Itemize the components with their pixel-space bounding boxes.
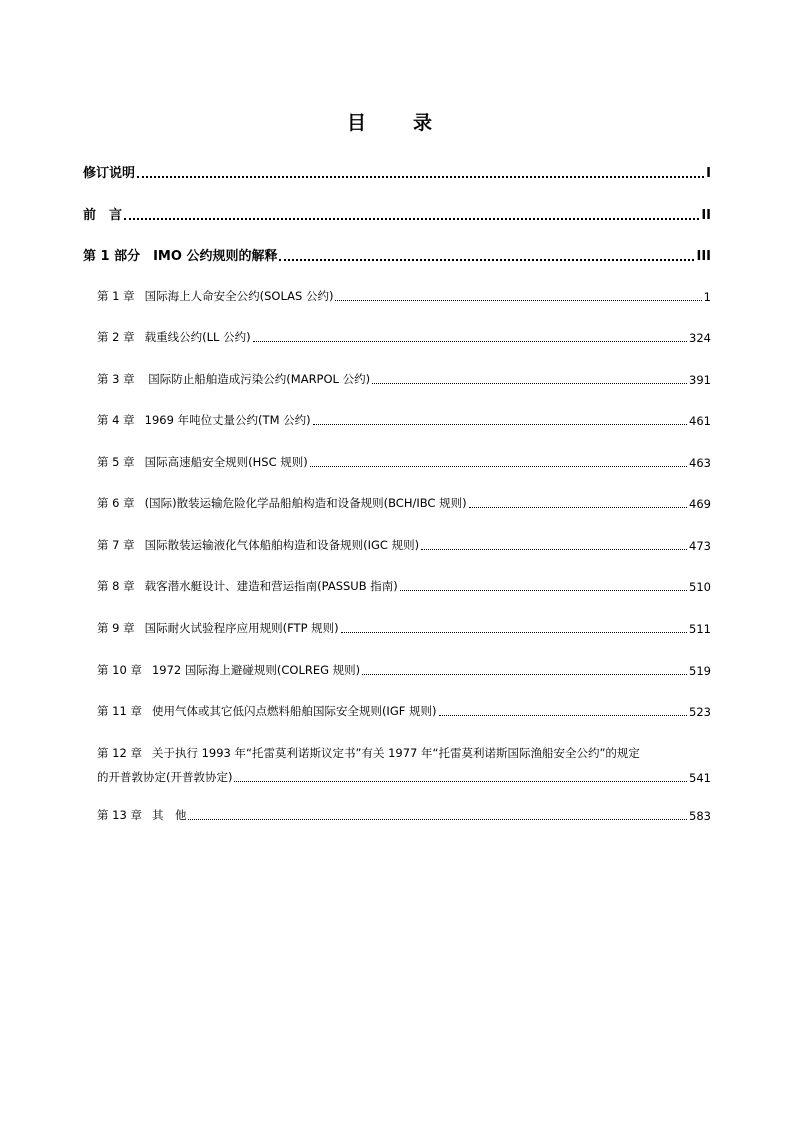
chapter-label: 第 8 章 [97, 579, 135, 593]
toc-entry-chapter-11[interactable] [97, 703, 711, 719]
toc-entry-revision-notes[interactable] [83, 162, 711, 181]
chapter-label: 第 11 章 [97, 704, 142, 718]
toc-page-number: 463 [689, 456, 711, 470]
chapter-title: 国际高速船安全规则(HSC 规则) [144, 455, 308, 469]
toc-page-number: 510 [689, 580, 711, 594]
chapter-title: 1969 年吨位丈量公约(TM 公约) [144, 413, 311, 427]
toc-entry-part-1[interactable] [83, 245, 711, 264]
toc-entry-chapter-7[interactable] [97, 537, 711, 553]
toc-leader-dots [188, 818, 687, 820]
chapter-title: 国际海上人命安全公约(SOLAS 公约) [144, 289, 334, 303]
toc-leader-dots [234, 780, 687, 782]
toc-leader-dots [137, 175, 704, 178]
toc-page-number: 391 [689, 373, 711, 387]
chapter-title: 使用气体或其它低闪点燃料船舶国际安全规则(IGF 规则) [151, 704, 437, 718]
toc-leader-dots [124, 217, 699, 220]
chapter-title: 其 他 [151, 808, 187, 822]
toc-entry-chapter-3[interactable] [97, 371, 711, 387]
toc-leader-dots [400, 589, 687, 591]
chapter-title: 国际散装运输液化气体船舶构造和设备规则(IGC 规则) [144, 538, 420, 552]
chapter-label: 第 6 章 [97, 496, 135, 510]
toc-page-number: 473 [689, 539, 711, 553]
chapter-title: 国际防止船舶造成污染公约(MARPOL 公约) [144, 372, 371, 386]
toc-entry-chapter-4[interactable] [97, 412, 711, 428]
toc-page-number: 1 [703, 290, 711, 304]
chapter-label: 第 7 章 [97, 538, 135, 552]
toc-page-number: 541 [689, 771, 711, 785]
chapter-title: 国际耐火试验程序应用规则(FTP 规则) [144, 621, 339, 635]
toc-leader-dots [469, 506, 687, 508]
toc-leader-dots [313, 423, 687, 425]
toc-leader-dots [372, 382, 687, 384]
toc-entry-chapter-8[interactable] [97, 578, 711, 594]
toc-entry-chapter-6[interactable] [97, 495, 711, 511]
chapter-label: 第 5 章 [97, 455, 135, 469]
chapter-title: (国际)散装运输危险化学品船舶构造和设备规则(BCH/IBC 规则) [144, 496, 467, 510]
toc-entry-text: 修订说明 [83, 166, 136, 181]
toc-page-number: 511 [689, 622, 711, 636]
toc-page-number: 461 [689, 414, 711, 428]
toc-entry-chapter-10[interactable] [97, 662, 711, 678]
chapter-title-continued: 的开普敦协定(开普敦协定) [97, 770, 233, 784]
chapter-label: 第 9 章 [97, 621, 135, 635]
toc-leader-dots [439, 714, 688, 716]
toc-page-number: 519 [689, 664, 711, 678]
chapter-title: 载重线公约(LL 公约) [144, 330, 251, 344]
chapter-title: 1972 国际海上避碰规则(COLREG 规则) [151, 663, 361, 677]
toc-leader-dots [335, 299, 701, 301]
chapter-title: 关于执行 1993 年“托雷莫利诺斯议定书”有关 1977 年“托雷莫利诺斯国际渔船安全公约”的规定 [151, 746, 640, 760]
toc-entry-chapter-13[interactable] [97, 807, 711, 823]
chapter-label: 第 4 章 [97, 413, 135, 427]
toc-leader-dots [253, 340, 687, 342]
toc-entry-chapter-5[interactable] [97, 454, 711, 470]
toc-entry-preface[interactable] [83, 204, 711, 223]
chapter-label: 第 3 章 [97, 372, 135, 386]
toc-entry-chapter-1[interactable] [97, 288, 711, 304]
chapter-label: 第 12 章 [97, 746, 142, 760]
toc-page-number: 583 [689, 809, 711, 823]
chapter-label: 第 13 章 [97, 808, 142, 822]
toc-leader-dots [310, 465, 687, 467]
toc-leader-dots [362, 673, 687, 675]
chapter-label: 第 2 章 [97, 330, 135, 344]
toc-page-number: I [706, 166, 711, 181]
page-title: 目 录 [346, 112, 446, 134]
chapter-label: 第 10 章 [97, 663, 142, 677]
toc-page-number: 469 [689, 497, 711, 511]
toc-page-number: 324 [689, 331, 711, 345]
toc-entry-chapter-2[interactable] [97, 329, 711, 345]
chapter-label: 第 1 章 [97, 289, 135, 303]
toc-leader-dots [341, 631, 687, 633]
toc-page-number: II [701, 208, 711, 223]
toc-entry-chapter-12[interactable] [97, 745, 711, 785]
toc-leader-dots [279, 258, 694, 261]
toc-page-number: III [696, 249, 711, 264]
toc-entry-chapter-9[interactable] [97, 620, 711, 636]
toc-entry-text: 第 1 部分 IMO 公约规则的解释 [83, 249, 278, 264]
toc-leader-dots [421, 548, 687, 550]
chapter-title: 载客潜水艇设计、建造和营运指南(PASSUB 指南) [144, 579, 398, 593]
toc-page-number: 523 [689, 705, 711, 719]
toc-entry-text: 前 言 [83, 208, 123, 223]
